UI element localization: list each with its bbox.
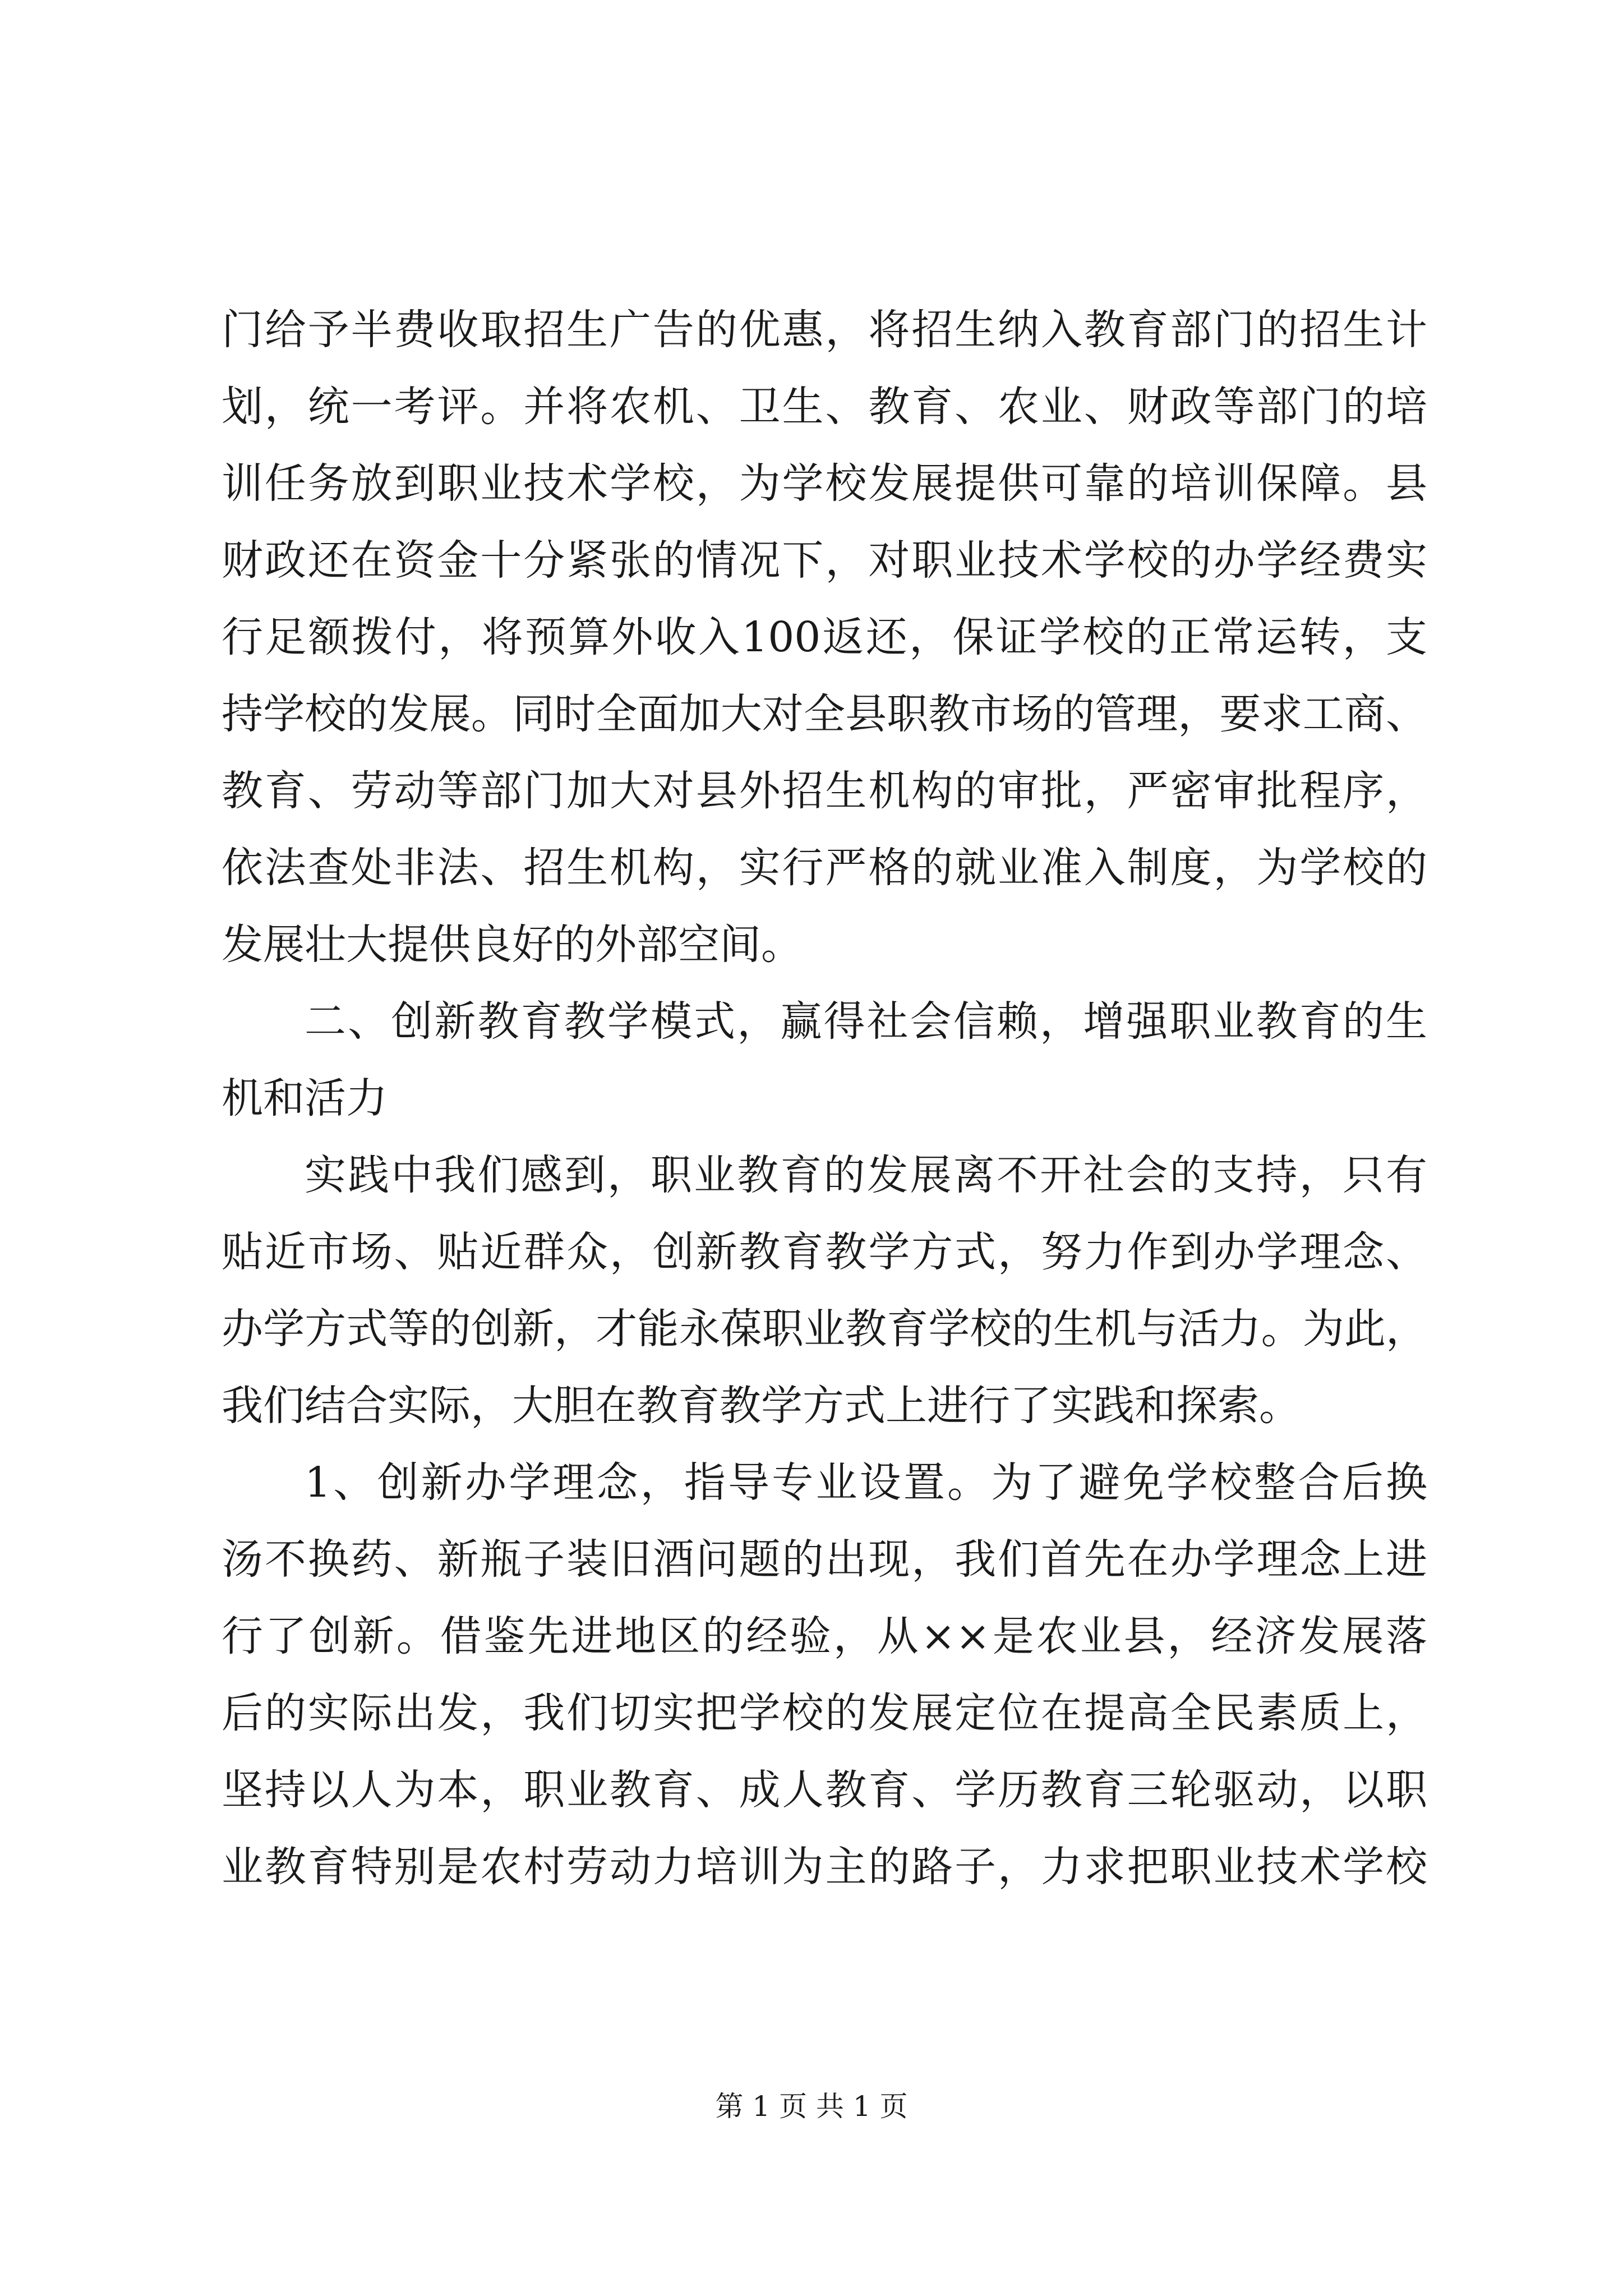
text-line: 训任务放到职业技术学校，为学校发展提供可靠的培训保障。县: [222, 459, 1427, 508]
text-line: 教育、劳动等部门加大对县外招生机构的审批，严密审批程序，: [222, 767, 1427, 815]
text-line: 财政还在资金十分紧张的情况下，对职业技术学校的办学经费实: [222, 536, 1427, 585]
text-line: 持学校的发展。同时全面加大对全县职教市场的管理，要求工商、: [222, 690, 1427, 738]
text-line: 坚持以人为本，职业教育、成人教育、学历教育三轮驱动，以职: [222, 1766, 1427, 1814]
text-line: 依法查处非法、招生机构，实行严格的就业准入制度，为学校的: [222, 844, 1427, 892]
text-line: 1、创新办学理念，指导专业设置。为了避免学校整合后换: [305, 1458, 1427, 1507]
text-line: 办学方式等的创新，才能永葆职业教育学校的生机与活力。为此，: [222, 1305, 1427, 1353]
text-line: 汤不换药、新瓶子装旧酒问题的出现，我们首先在办学理念上进: [222, 1535, 1427, 1584]
text-line: 行足额拨付，将预算外收入100返还，保证学校的正常运转，支: [222, 613, 1427, 661]
text-line: 发展壮大提供良好的外部空间。: [222, 921, 803, 969]
document-body: [222, 292, 1427, 1906]
text-line: 划，统一考评。并将农机、卫生、教育、农业、财政等部门的培: [222, 383, 1427, 431]
text-line: 贴近市场、贴近群众，创新教育教学方式，努力作到办学理念、: [222, 1228, 1427, 1276]
text-line: 我们结合实际，大胆在教育教学方式上进行了实践和探索。: [222, 1382, 1301, 1430]
section-heading-line: 二、创新教育教学模式，赢得社会信赖，增强职业教育的生: [305, 997, 1427, 1046]
text-line: 业教育特别是农村劳动力培训为主的路子，力求把职业技术学校: [222, 1843, 1427, 1891]
text-line: 门给予半费收取招生广告的优惠，将招生纳入教育部门的招生计: [222, 306, 1427, 354]
text-line: 实践中我们感到，职业教育的发展离不开社会的支持，只有: [305, 1151, 1427, 1199]
page-footer: 第 1 页 共 1 页: [715, 2090, 908, 2123]
section-heading-line: 机和活力: [222, 1074, 388, 1122]
text-line: 行了创新。借鉴先进地区的经验，从××是农业县，经济发展落: [222, 1612, 1427, 1660]
text-line: 后的实际出发，我们切实把学校的发展定位在提高全民素质上，: [222, 1689, 1427, 1737]
